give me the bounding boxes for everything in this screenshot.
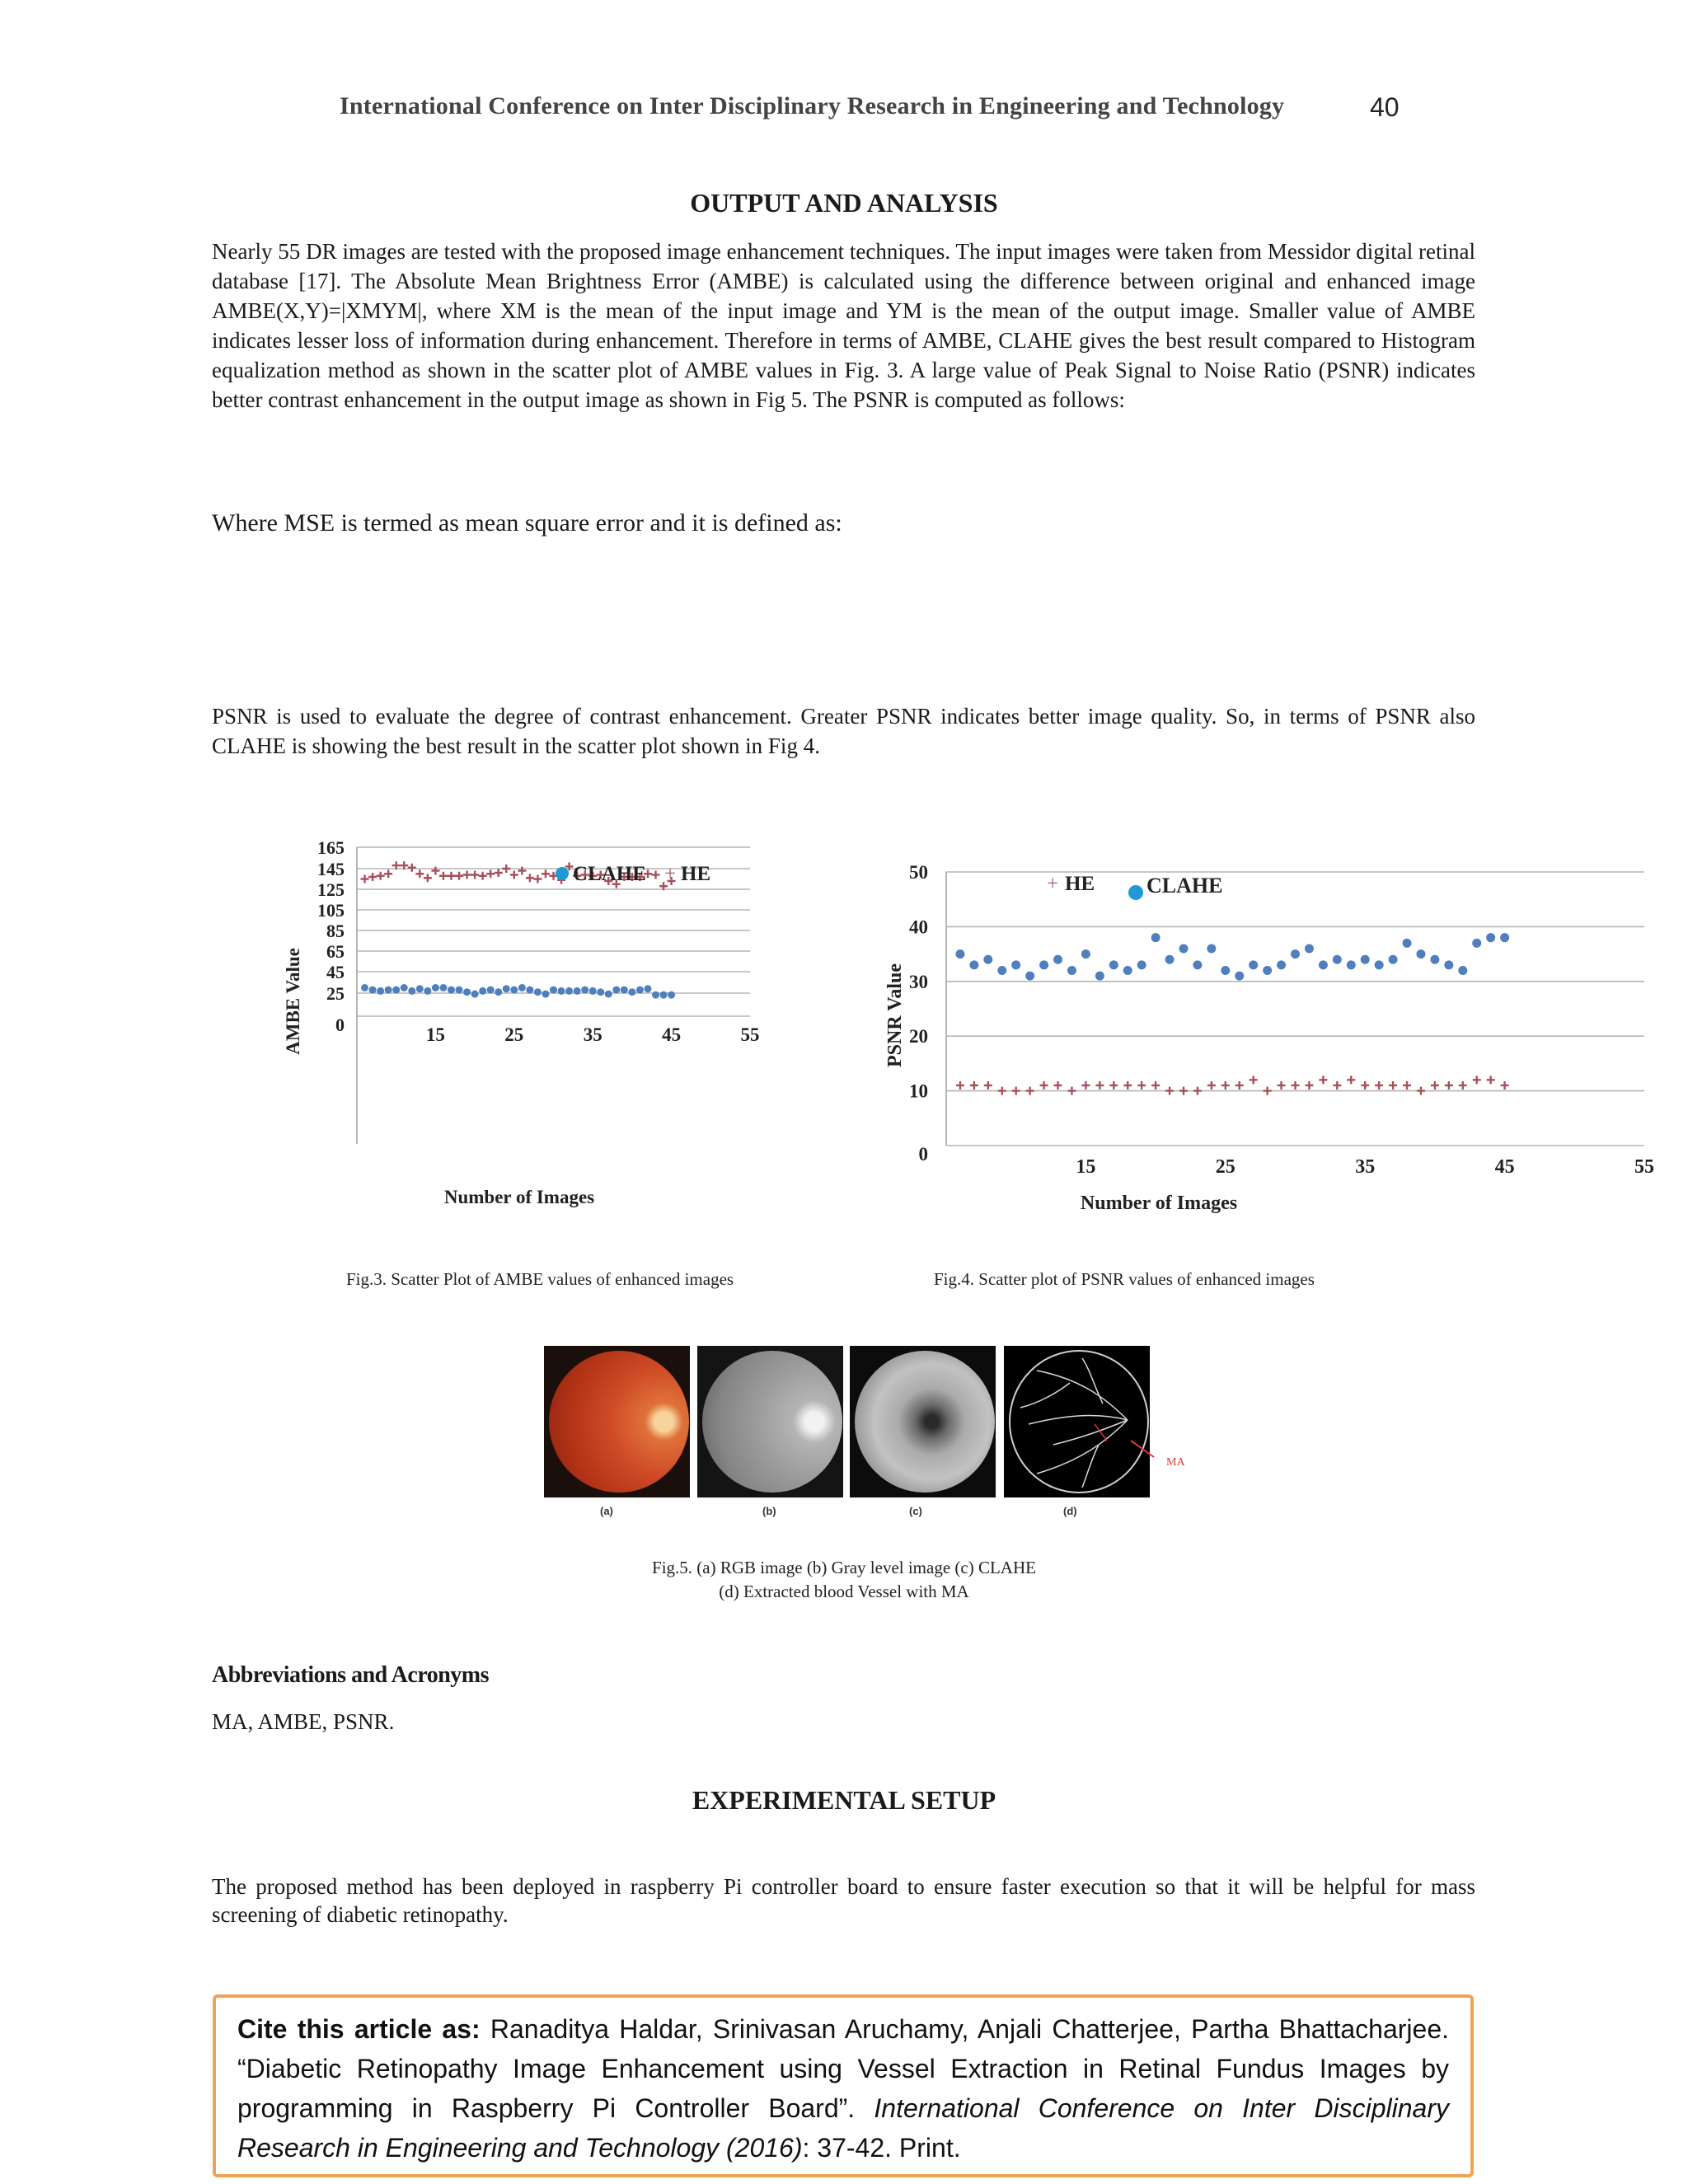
- ambe-he-point: [471, 871, 479, 879]
- psnr-x-axis-label: Number of Images: [1080, 1193, 1238, 1214]
- psnr-clahe-point: [997, 966, 1006, 975]
- ambe-clahe-point: [510, 987, 518, 994]
- psnr-he-point: [1179, 1087, 1188, 1095]
- ambe-he-point: [533, 875, 542, 883]
- fig5-panel-label-c: (c): [909, 1505, 922, 1517]
- ambe-he-point: [526, 874, 534, 882]
- psnr-clahe-point: [1291, 949, 1300, 958]
- ambe-he-point: [486, 869, 495, 878]
- ambe-clahe-point: [463, 988, 471, 996]
- psnr-clahe-point: [1486, 933, 1495, 942]
- psnr-he-point: [1250, 1076, 1258, 1084]
- running-header-title: International Conference on Inter Disciplinary Research in Engineering and Technology: [340, 92, 1285, 120]
- psnr-clahe-point: [1095, 972, 1104, 981]
- ambe-x-axis-label: Number of Images: [443, 1187, 595, 1207]
- ambe-clahe-point: [385, 987, 392, 994]
- fig4-caption: Fig.4. Scatter plot of PSNR values of enhanced images: [934, 1269, 1315, 1289]
- ambe-clahe-point: [612, 987, 620, 994]
- ambe-he-point: [377, 872, 385, 880]
- psnr-y-tick-label: 10: [909, 1080, 928, 1102]
- ambe-he-point: [502, 865, 510, 873]
- psnr-clahe-point: [1277, 960, 1286, 969]
- ambe-y-tick-label: 85: [326, 921, 345, 941]
- ambe-clahe-point: [448, 987, 455, 994]
- ambe-clahe-point: [487, 987, 495, 994]
- psnr-y-tick-label: 30: [909, 971, 928, 992]
- ambe-y-tick-labels: [317, 837, 345, 1035]
- psnr-he-point: [1431, 1081, 1439, 1090]
- fig5-caption-line-1: Fig.5. (a) RGB image (b) Gray level image (c) CLAHE: [652, 1558, 1036, 1577]
- ambe-legend: [556, 863, 710, 885]
- ma-annotation: [1129, 1434, 1195, 1483]
- fig5-vessel-image: [1004, 1346, 1150, 1497]
- psnr-clahe-point: [1193, 960, 1202, 969]
- ambe-y-tick-label: 125: [317, 879, 345, 900]
- psnr-he-point: [1123, 1081, 1132, 1090]
- psnr-he-point: [1193, 1087, 1202, 1095]
- psnr-he-point: [1207, 1081, 1216, 1090]
- psnr-he-point: [1081, 1081, 1090, 1090]
- ambe-clahe-point: [439, 984, 447, 991]
- psnr-clahe-point: [1500, 933, 1509, 942]
- psnr-he-point: [984, 1081, 992, 1090]
- psnr-gridlines: [946, 872, 1644, 1146]
- psnr-clahe-point: [1221, 966, 1230, 975]
- ambe-clahe-point: [471, 991, 479, 998]
- psnr-x-tick-label: 15: [1076, 1156, 1096, 1178]
- psnr-he-point: [1236, 1081, 1244, 1090]
- ambe-clahe-point: [456, 987, 463, 994]
- psnr-clahe-point: [1472, 939, 1481, 948]
- ambe-clahe-point: [550, 987, 557, 994]
- fig5-clahe-image: [850, 1346, 996, 1497]
- psnr-y-tick-label: 50: [909, 862, 928, 883]
- psnr-clahe-point: [1011, 960, 1020, 969]
- psnr-he-point: [956, 1081, 964, 1090]
- legend-he-label: HE: [1065, 873, 1095, 895]
- psnr-he-point: [1067, 1087, 1076, 1095]
- ambe-clahe-point: [401, 984, 408, 991]
- ambe-x-tick-label: 45: [662, 1024, 682, 1045]
- psnr-x-tick-label: 45: [1494, 1156, 1515, 1178]
- psnr-clahe-point: [1389, 955, 1398, 964]
- ambe-he-point: [439, 872, 448, 880]
- psnr-x-tick-label: 55: [1634, 1156, 1654, 1178]
- psnr-he-point: [1445, 1081, 1453, 1090]
- psnr-clahe-point: [1165, 955, 1175, 964]
- ambe-clahe-point: [636, 987, 644, 994]
- ambe-clahe-point: [424, 987, 431, 995]
- psnr-clahe-point: [1403, 939, 1412, 948]
- psnr-he-point: [1305, 1081, 1313, 1090]
- ambe-clahe-point: [534, 988, 542, 996]
- ambe-x-tick-label: 55: [740, 1024, 760, 1045]
- psnr-x-tick-label: 35: [1355, 1156, 1376, 1178]
- ambe-clahe-point: [605, 991, 612, 998]
- legend-he-marker: +: [1047, 873, 1059, 895]
- psnr-clahe-point: [969, 960, 978, 969]
- psnr-scatter-chart: [874, 849, 1654, 1228]
- ambe-he-point: [518, 867, 526, 875]
- ambe-y-axis-label: AMBE Value: [283, 948, 303, 1055]
- psnr-clahe-point: [1235, 972, 1244, 981]
- psnr-he-point: [1165, 1087, 1174, 1095]
- experimental-text: The proposed method has been deployed in raspberry Pi controller board to ensure faster execution so that it will be helpful for mass screening of diabetic retinopathy.: [212, 1874, 1475, 1927]
- fig3-caption: Fig.3. Scatter Plot of AMBE values of enhanced images: [346, 1269, 734, 1289]
- psnr-clahe-point: [1039, 960, 1048, 969]
- ambe-y-tick-label: 0: [335, 1015, 345, 1035]
- ambe-clahe-point: [565, 987, 573, 995]
- psnr-clahe-point: [1361, 955, 1370, 964]
- psnr-he-point: [1264, 1087, 1272, 1095]
- vessel-drawing: [1004, 1346, 1150, 1497]
- psnr-clahe-point: [1416, 949, 1425, 958]
- psnr-clahe-point: [1249, 960, 1258, 969]
- ambe-he-point: [463, 871, 471, 879]
- abbreviations-text: MA, AMBE, PSNR.: [212, 1709, 395, 1734]
- output-paragraph-2: PSNR is used to evaluate the degree of contrast enhancement. Greater PSNR indicates better image quality. So, in terms of PSNR also CLAHE is showing the best result in the scatter plot shown in Fig 4.: [212, 704, 1475, 758]
- ambe-he-point: [652, 871, 660, 879]
- psnr-he-point: [1403, 1081, 1411, 1090]
- ambe-clahe-point: [542, 991, 549, 998]
- ambe-he-point: [415, 869, 424, 878]
- psnr-he-point: [1319, 1076, 1327, 1084]
- ambe-clahe-point: [621, 987, 628, 994]
- citation-box: [213, 1994, 1474, 2177]
- psnr-x-tick-label: 25: [1215, 1156, 1236, 1178]
- psnr-clahe-point: [1305, 944, 1314, 953]
- ambe-x-tick-label: 25: [504, 1024, 524, 1045]
- psnr-clahe-point: [1444, 960, 1453, 969]
- legend-he-marker: +: [664, 863, 677, 885]
- legend-clahe-marker: [556, 867, 569, 880]
- psnr-clahe-point: [1347, 960, 1356, 969]
- ambe-clahe-point: [558, 987, 565, 995]
- ambe-y-tick-label: 165: [317, 837, 345, 858]
- psnr-clahe-point: [1025, 972, 1034, 981]
- psnr-clahe-series: [955, 933, 1509, 980]
- psnr-clahe-point: [1151, 933, 1160, 942]
- ambe-clahe-point: [574, 987, 581, 995]
- legend-clahe-marker: [1128, 885, 1143, 900]
- ambe-clahe-point: [408, 987, 415, 995]
- psnr-clahe-point: [1207, 944, 1216, 953]
- ambe-x-tick-label: 15: [425, 1024, 445, 1045]
- psnr-y-axis-label: PSNR Value: [884, 963, 906, 1068]
- psnr-he-point: [1473, 1076, 1481, 1084]
- psnr-he-point: [1012, 1087, 1020, 1095]
- ma-pointer-line: [1131, 1441, 1154, 1457]
- legend-he-label: HE: [681, 863, 711, 885]
- psnr-he-point: [1292, 1081, 1300, 1090]
- ambe-x-tick-labels: [426, 1024, 760, 1045]
- psnr-clahe-point: [1458, 966, 1467, 975]
- psnr-he-series: [956, 1076, 1509, 1094]
- ambe-clahe-point: [526, 987, 533, 994]
- ambe-clahe-point: [503, 985, 510, 992]
- ambe-clahe-point: [581, 987, 588, 994]
- psnr-clahe-point: [1053, 955, 1062, 964]
- fig5-panel-label-d: (d): [1063, 1505, 1077, 1517]
- psnr-clahe-point: [1430, 955, 1439, 964]
- ambe-clahe-point: [392, 987, 400, 994]
- psnr-he-point: [1109, 1081, 1118, 1090]
- citation-label: Cite this article as:: [237, 2014, 481, 2044]
- fig5-rgb-image: [544, 1346, 690, 1497]
- ambe-he-point: [542, 869, 550, 878]
- ambe-he-point: [495, 869, 503, 877]
- psnr-clahe-point: [1319, 960, 1328, 969]
- psnr-he-point: [970, 1081, 978, 1090]
- ambe-clahe-point: [432, 984, 439, 991]
- psnr-clahe-point: [1123, 966, 1132, 975]
- ambe-he-point: [455, 872, 463, 880]
- ambe-clahe-series: [361, 984, 675, 999]
- page-number: 40: [1370, 92, 1400, 122]
- ambe-he-point: [424, 874, 432, 882]
- ambe-he-point: [384, 869, 392, 878]
- psnr-clahe-point: [1109, 960, 1118, 969]
- section-heading-experimental: EXPERIMENTAL SETUP: [692, 1785, 996, 1815]
- section-heading-output: OUTPUT AND ANALYSIS: [690, 188, 998, 218]
- ambe-clahe-point: [518, 984, 526, 991]
- ambe-clahe-point: [644, 985, 651, 992]
- fig5-caption-line-2: (d) Extracted blood Vessel with MA: [719, 1582, 969, 1601]
- psnr-he-point: [1417, 1087, 1425, 1095]
- psnr-he-point: [1278, 1081, 1286, 1090]
- psnr-he-point: [1333, 1081, 1341, 1090]
- psnr-he-point: [1501, 1081, 1509, 1090]
- psnr-he-point: [1095, 1081, 1104, 1090]
- psnr-clahe-point: [1179, 944, 1188, 953]
- legend-clahe-label: CLAHE: [573, 863, 646, 885]
- psnr-he-point: [1054, 1081, 1062, 1090]
- ambe-clahe-point: [597, 988, 604, 996]
- psnr-clahe-point: [1067, 966, 1076, 975]
- ma-label: MA: [1166, 1456, 1185, 1469]
- psnr-clahe-point: [1375, 960, 1384, 969]
- psnr-he-point: [1361, 1081, 1369, 1090]
- psnr-he-point: [1389, 1081, 1397, 1090]
- fig5-panel-label-a: (a): [600, 1505, 613, 1517]
- psnr-he-point: [1459, 1081, 1467, 1090]
- ambe-y-tick-label: 25: [326, 983, 345, 1004]
- psnr-legend: [1047, 873, 1222, 900]
- ambe-clahe-point: [652, 991, 659, 999]
- psnr-y-tick-label: 40: [909, 916, 928, 938]
- ambe-x-tick-label: 35: [583, 1024, 603, 1045]
- psnr-he-point: [1375, 1081, 1383, 1090]
- psnr-clahe-point: [1263, 966, 1272, 975]
- fig5-gray-image: [697, 1346, 843, 1497]
- ambe-clahe-point: [479, 987, 486, 995]
- ambe-he-point: [479, 872, 487, 880]
- abbreviations-heading: Abbreviations and Acronyms: [212, 1662, 490, 1688]
- ambe-clahe-point: [668, 991, 675, 999]
- mse-line: Where MSE is termed as mean square error and it is defined as:: [212, 509, 842, 537]
- output-paragraph-1: Nearly 55 DR images are tested with the proposed image enhancement techniques. The input images were taken from Messidor digital retinal database [17]. The Absolute Mean Brightness Error (AMBE) is calculated using the difference between original and enhanced image AMBE(X,Y)=|XMYM|, where XM is the mean of the input image and YM is the mean of the output image. Smaller value of AMBE indicates lesser loss of information during enhancement. Therefore in terms of AMBE, CLAHE gives the best result compared to Histogram equalization method as shown in the scatter plot of AMBE values in Fig. 3. A large value of Peak Signal to Noise Ratio (PSNR) indicates better contrast enhancement in the output image as shown in Fig 5. The PSNR is computed as follows:: [212, 239, 1475, 412]
- psnr-he-point: [1347, 1076, 1355, 1084]
- ambe-clahe-point: [628, 988, 635, 996]
- psnr-clahe-point: [1333, 955, 1342, 964]
- ambe-clahe-point: [660, 991, 668, 999]
- ambe-he-point: [361, 875, 369, 883]
- ambe-scatter-chart: [272, 837, 832, 1216]
- psnr-y-tick-labels: [909, 862, 928, 1165]
- psnr-he-point: [998, 1087, 1006, 1095]
- psnr-y-tick-label: 20: [909, 1026, 928, 1047]
- ambe-y-tick-label: 65: [326, 941, 345, 962]
- legend-clahe-label: CLAHE: [1146, 874, 1223, 898]
- ambe-clahe-point: [361, 984, 368, 991]
- citation-authors-title: Ranaditya Haldar, Srinivasan Aruchamy, Anjali Chatterjee, Partha Bhattacharjee. “Diabetic Retinopathy Image Enhancement using Vessel Extraction in Retinal Fundus Images by programming in Raspberry Pi Controller Board”.: [237, 2014, 1450, 2123]
- citation-pages: : 37-42. Print.: [802, 2133, 961, 2163]
- ambe-y-tick-label: 45: [326, 962, 345, 982]
- citation-journal: International Conference on Inter Disciplinary Research in Engineering and Technology (2016): [237, 2093, 1450, 2163]
- ambe-he-point: [431, 867, 439, 875]
- psnr-clahe-point: [955, 949, 964, 958]
- ambe-y-tick-label: 105: [317, 900, 345, 921]
- psnr-y-tick-label: 0: [918, 1144, 928, 1165]
- psnr-he-point: [1137, 1081, 1146, 1090]
- psnr-he-point: [1040, 1081, 1048, 1090]
- psnr-he-point: [1487, 1076, 1495, 1084]
- ambe-clahe-point: [377, 987, 384, 995]
- psnr-he-point: [1221, 1081, 1230, 1090]
- ambe-clahe-point: [495, 988, 502, 996]
- ambe-he-point: [447, 872, 455, 880]
- psnr-clahe-point: [1081, 949, 1090, 958]
- psnr-he-point: [1151, 1081, 1160, 1090]
- ambe-he-point: [510, 871, 518, 879]
- ambe-y-tick-label: 145: [317, 859, 345, 879]
- ambe-clahe-point: [369, 987, 377, 994]
- ambe-he-point: [408, 864, 416, 872]
- psnr-clahe-point: [1137, 960, 1146, 969]
- ambe-clahe-point: [589, 987, 597, 995]
- fig5-panel-label-b: (b): [762, 1505, 776, 1517]
- psnr-he-point: [1026, 1087, 1034, 1095]
- ambe-he-point: [368, 873, 377, 881]
- psnr-clahe-point: [983, 955, 992, 964]
- psnr-x-tick-labels: [1076, 1156, 1654, 1178]
- ambe-clahe-point: [416, 985, 424, 992]
